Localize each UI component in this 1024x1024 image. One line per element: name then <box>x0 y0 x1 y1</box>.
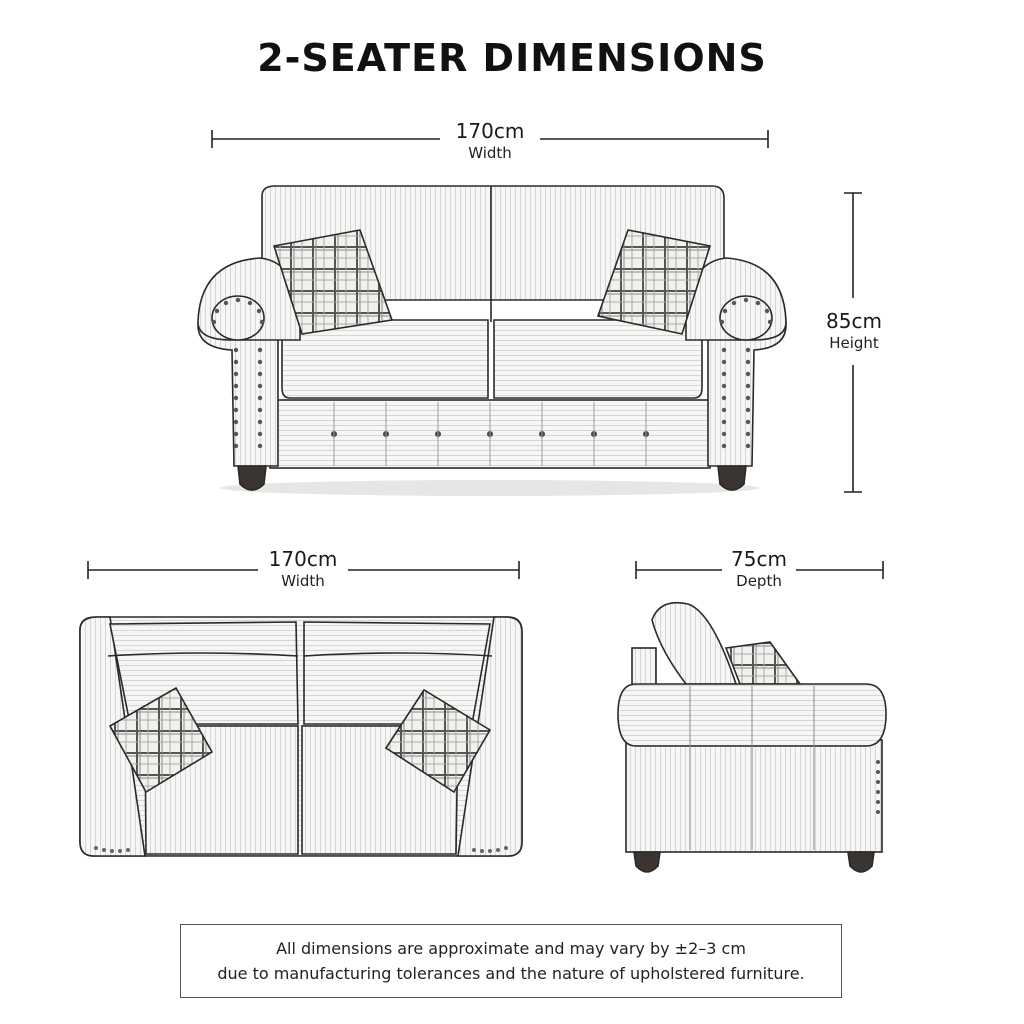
front-height-label <box>754 309 954 352</box>
top-view-sofa <box>80 617 522 856</box>
front-width-caption: Width <box>468 144 512 162</box>
side-depth-caption: Depth <box>736 572 782 590</box>
side-depth-label <box>659 547 859 590</box>
front-width-value: 170cm <box>455 119 525 143</box>
side-depth-value: 75cm <box>731 547 787 571</box>
page-title: 2-SEATER DIMENSIONS <box>257 36 767 80</box>
disclaimer-box <box>180 924 842 998</box>
front-height-value: 85cm <box>826 309 882 333</box>
disclaimer-line-1: All dimensions are approximate and may vary by ±2–3 cm <box>276 939 746 958</box>
front-width-label <box>390 119 590 162</box>
top-width-caption: Width <box>281 572 325 590</box>
side-view-sofa <box>618 603 886 872</box>
top-width-value: 170cm <box>268 547 338 571</box>
front-view-sofa <box>198 186 786 496</box>
top-width-label <box>203 547 403 590</box>
disclaimer-line-2: due to manufacturing tolerances and the nature of upholstered furniture. <box>217 964 805 983</box>
front-height-caption: Height <box>829 334 879 352</box>
